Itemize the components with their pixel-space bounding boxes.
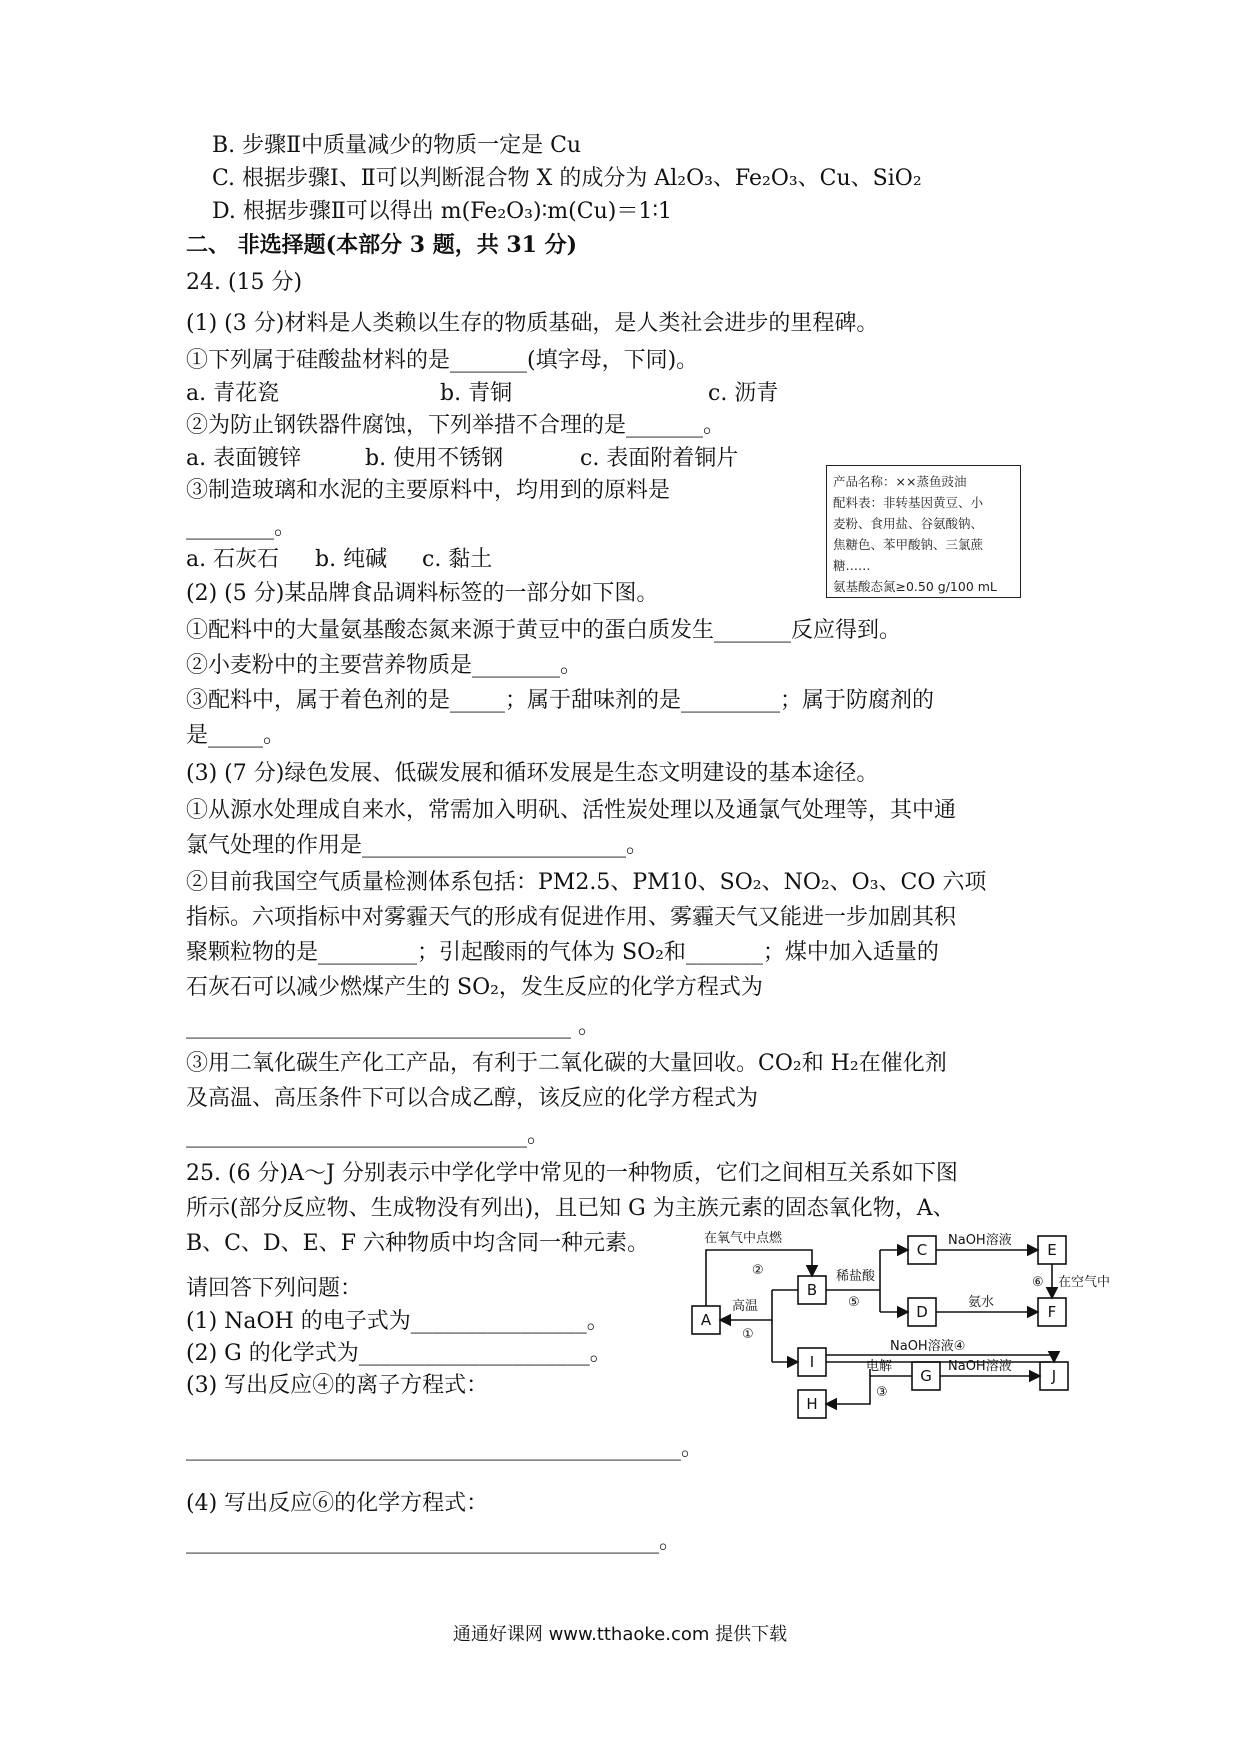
text-line: ②小麦粉中的主要营养物质是________。 bbox=[186, 653, 583, 678]
label-naoh-gj: NaOH溶液 bbox=[948, 1359, 1012, 1374]
text-line: 聚颗粒物的是_________；引起酸雨的气体为 SO₂和_______；煤中加入适量的 bbox=[186, 940, 939, 965]
text-line: (3) 写出反应④的离子方程式： bbox=[186, 1373, 489, 1398]
label-line: 焦糖色、苯甲酸钠、三氯蔗 bbox=[833, 537, 984, 552]
label-hightemp: 高温 bbox=[732, 1299, 759, 1314]
text-line: 二、 非选择题(本部分 3 题，共 31 分) bbox=[186, 232, 578, 258]
node-a: A bbox=[700, 1311, 712, 1329]
text-line: _____________________________________________。 bbox=[186, 1436, 704, 1461]
node-h: H bbox=[806, 1395, 818, 1413]
text-line: ③制造玻璃和水泥的主要原料中，均用到的原料是 bbox=[186, 478, 671, 503]
text-line: (1) NaOH 的电子式为________________。 bbox=[186, 1309, 609, 1334]
text-line: 及高温、高压条件下可以合成乙醇，该反应的化学方程式为 bbox=[186, 1086, 759, 1111]
option-item: c. 黏土 bbox=[422, 547, 493, 572]
node-b: B bbox=[806, 1281, 818, 1299]
label-line: 麦粉、食用盐、谷氨酸钠、 bbox=[833, 516, 984, 531]
text-line: 请回答下列问题： bbox=[186, 1276, 363, 1301]
node-e: E bbox=[1047, 1241, 1057, 1259]
text-line: ③配料中，属于着色剂的是_____；属于甜味剂的是_________；属于防腐剂的 bbox=[186, 688, 935, 713]
text-line: 25. (6 分)A～J 分别表示中学化学中常见的一种物质，它们之间相互关系如下图 bbox=[186, 1161, 958, 1186]
text-line: ①配料中的大量氨基酸态氮来源于黄豆中的蛋白质发生_______反应得到。 bbox=[186, 618, 902, 643]
label-air: 在空气中 bbox=[1058, 1275, 1111, 1290]
label-n2: ② bbox=[752, 1263, 764, 1278]
option-item: a. 石灰石 bbox=[186, 547, 280, 572]
label-line: 产品名称：××蒸鱼豉油 bbox=[833, 474, 967, 489]
option-item: b. 使用不锈钢 bbox=[365, 446, 504, 471]
label-n6: ⑥ bbox=[1032, 1275, 1044, 1290]
text-line: (1) (3 分)材料是人类赖以生存的物质基础，是人类社会进步的里程碑。 bbox=[186, 311, 879, 336]
label-line: 糖…… bbox=[833, 558, 871, 573]
label-naoh-ce: NaOH溶液 bbox=[948, 1233, 1012, 1248]
option-item: b. 青铜 bbox=[440, 381, 513, 406]
text-line: ③用二氧化碳生产化工产品，有利于二氧化碳的大量回收。CO₂和 H₂在催化剂 bbox=[186, 1051, 947, 1076]
node-i: I bbox=[809, 1353, 815, 1371]
label-naoh4: NaOH溶液④ bbox=[890, 1339, 966, 1354]
text-line: 石灰石可以减少燃煤产生的 SO₂，发生反应的化学方程式为 bbox=[186, 975, 763, 1000]
text-line: (3) (7 分)绿色发展、低碳发展和循环发展是生态文明建设的基本途径。 bbox=[186, 761, 879, 786]
text-line: ①下列属于硅酸盐材料的是_______(填字母，下同)。 bbox=[186, 348, 699, 373]
text-line: 24. (15 分) bbox=[186, 270, 303, 295]
text-line: 是_____。 bbox=[186, 723, 286, 748]
label-hcl: 稀盐酸 bbox=[836, 1269, 876, 1284]
label-line: 氨基酸态氮≥0.50 g/100 mL bbox=[833, 579, 997, 594]
text-line: ________。 bbox=[186, 515, 297, 540]
node-d: D bbox=[916, 1303, 928, 1321]
option-item: c. 沥青 bbox=[708, 381, 779, 406]
label-electrolysis: 电解 bbox=[866, 1359, 893, 1374]
option-item: a. 表面镀锌 bbox=[186, 446, 302, 471]
node-g: G bbox=[920, 1367, 932, 1385]
label-n3: ③ bbox=[876, 1385, 888, 1400]
text-line: ___________________________________________。 bbox=[186, 1529, 682, 1554]
text-line: (4) 写出反应⑥的化学方程式： bbox=[186, 1491, 489, 1516]
option-item: a. 青花瓷 bbox=[186, 381, 280, 406]
text-line: ②为防止钢铁器件腐蚀，下列举措不合理的是_______。 bbox=[186, 413, 726, 438]
text-line: ___________________________________ 。 bbox=[186, 1014, 600, 1039]
node-c: C bbox=[916, 1241, 928, 1259]
label-burn: 在氧气中点燃 bbox=[704, 1231, 783, 1246]
page-footer: 通通好课网 www.tthaoke.com 提供下载 bbox=[452, 1624, 788, 1645]
text-line: (2) G 的化学式为_____________________。 bbox=[186, 1341, 612, 1366]
text-line: 氯气处理的作用是________________________。 bbox=[186, 833, 649, 858]
label-n5: ⑤ bbox=[848, 1295, 860, 1310]
food-label-box bbox=[826, 465, 1021, 598]
text-line: D. 根据步骤Ⅱ可以得出 m(Fe₂O₃)∶m(Cu)＝1∶1 bbox=[212, 199, 673, 224]
label-ammonia: 氨水 bbox=[968, 1295, 995, 1310]
label-n1: ① bbox=[742, 1327, 754, 1342]
node-f: F bbox=[1047, 1303, 1057, 1321]
text-line: ①从源水处理成自来水，常需加入明矾、活性炭处理以及通氯气处理等，其中通 bbox=[186, 798, 957, 823]
option-item: c. 表面附着铜片 bbox=[580, 446, 739, 471]
text-line: B. 步骤Ⅱ中质量减少的物质一定是 Cu bbox=[212, 133, 582, 158]
label-line: 配料表：非转基因黄豆、小 bbox=[833, 495, 984, 510]
text-line: 指标。六项指标中对雾霾天气的形成有促进作用、雾霾天气又能进一步加剧其积 bbox=[186, 905, 957, 930]
text-line: B、C、D、E、F 六种物质中均含同一种元素。 bbox=[186, 1231, 649, 1256]
text-line: _______________________________。 bbox=[186, 1123, 550, 1148]
text-line: 所示(部分反应物、生成物没有列出)，且已知 G 为主族元素的固态氧化物，A、 bbox=[186, 1196, 955, 1221]
text-line: C. 根据步骤Ⅰ、Ⅱ可以判断混合物 X 的成分为 Al₂O₃、Fe₂O₃、Cu、SiO₂ bbox=[212, 166, 922, 191]
text-line: ②目前我国空气质量检测体系包括：PM2.5、PM10、SO₂、NO₂、O₃、CO 六项 bbox=[186, 870, 987, 895]
node-j: J bbox=[1051, 1367, 1057, 1385]
reaction-flow-diagram bbox=[680, 1222, 1140, 1442]
text-line: (2) (5 分)某品牌食品调料标签的一部分如下图。 bbox=[186, 581, 659, 606]
option-item: b. 纯碱 bbox=[315, 547, 388, 572]
